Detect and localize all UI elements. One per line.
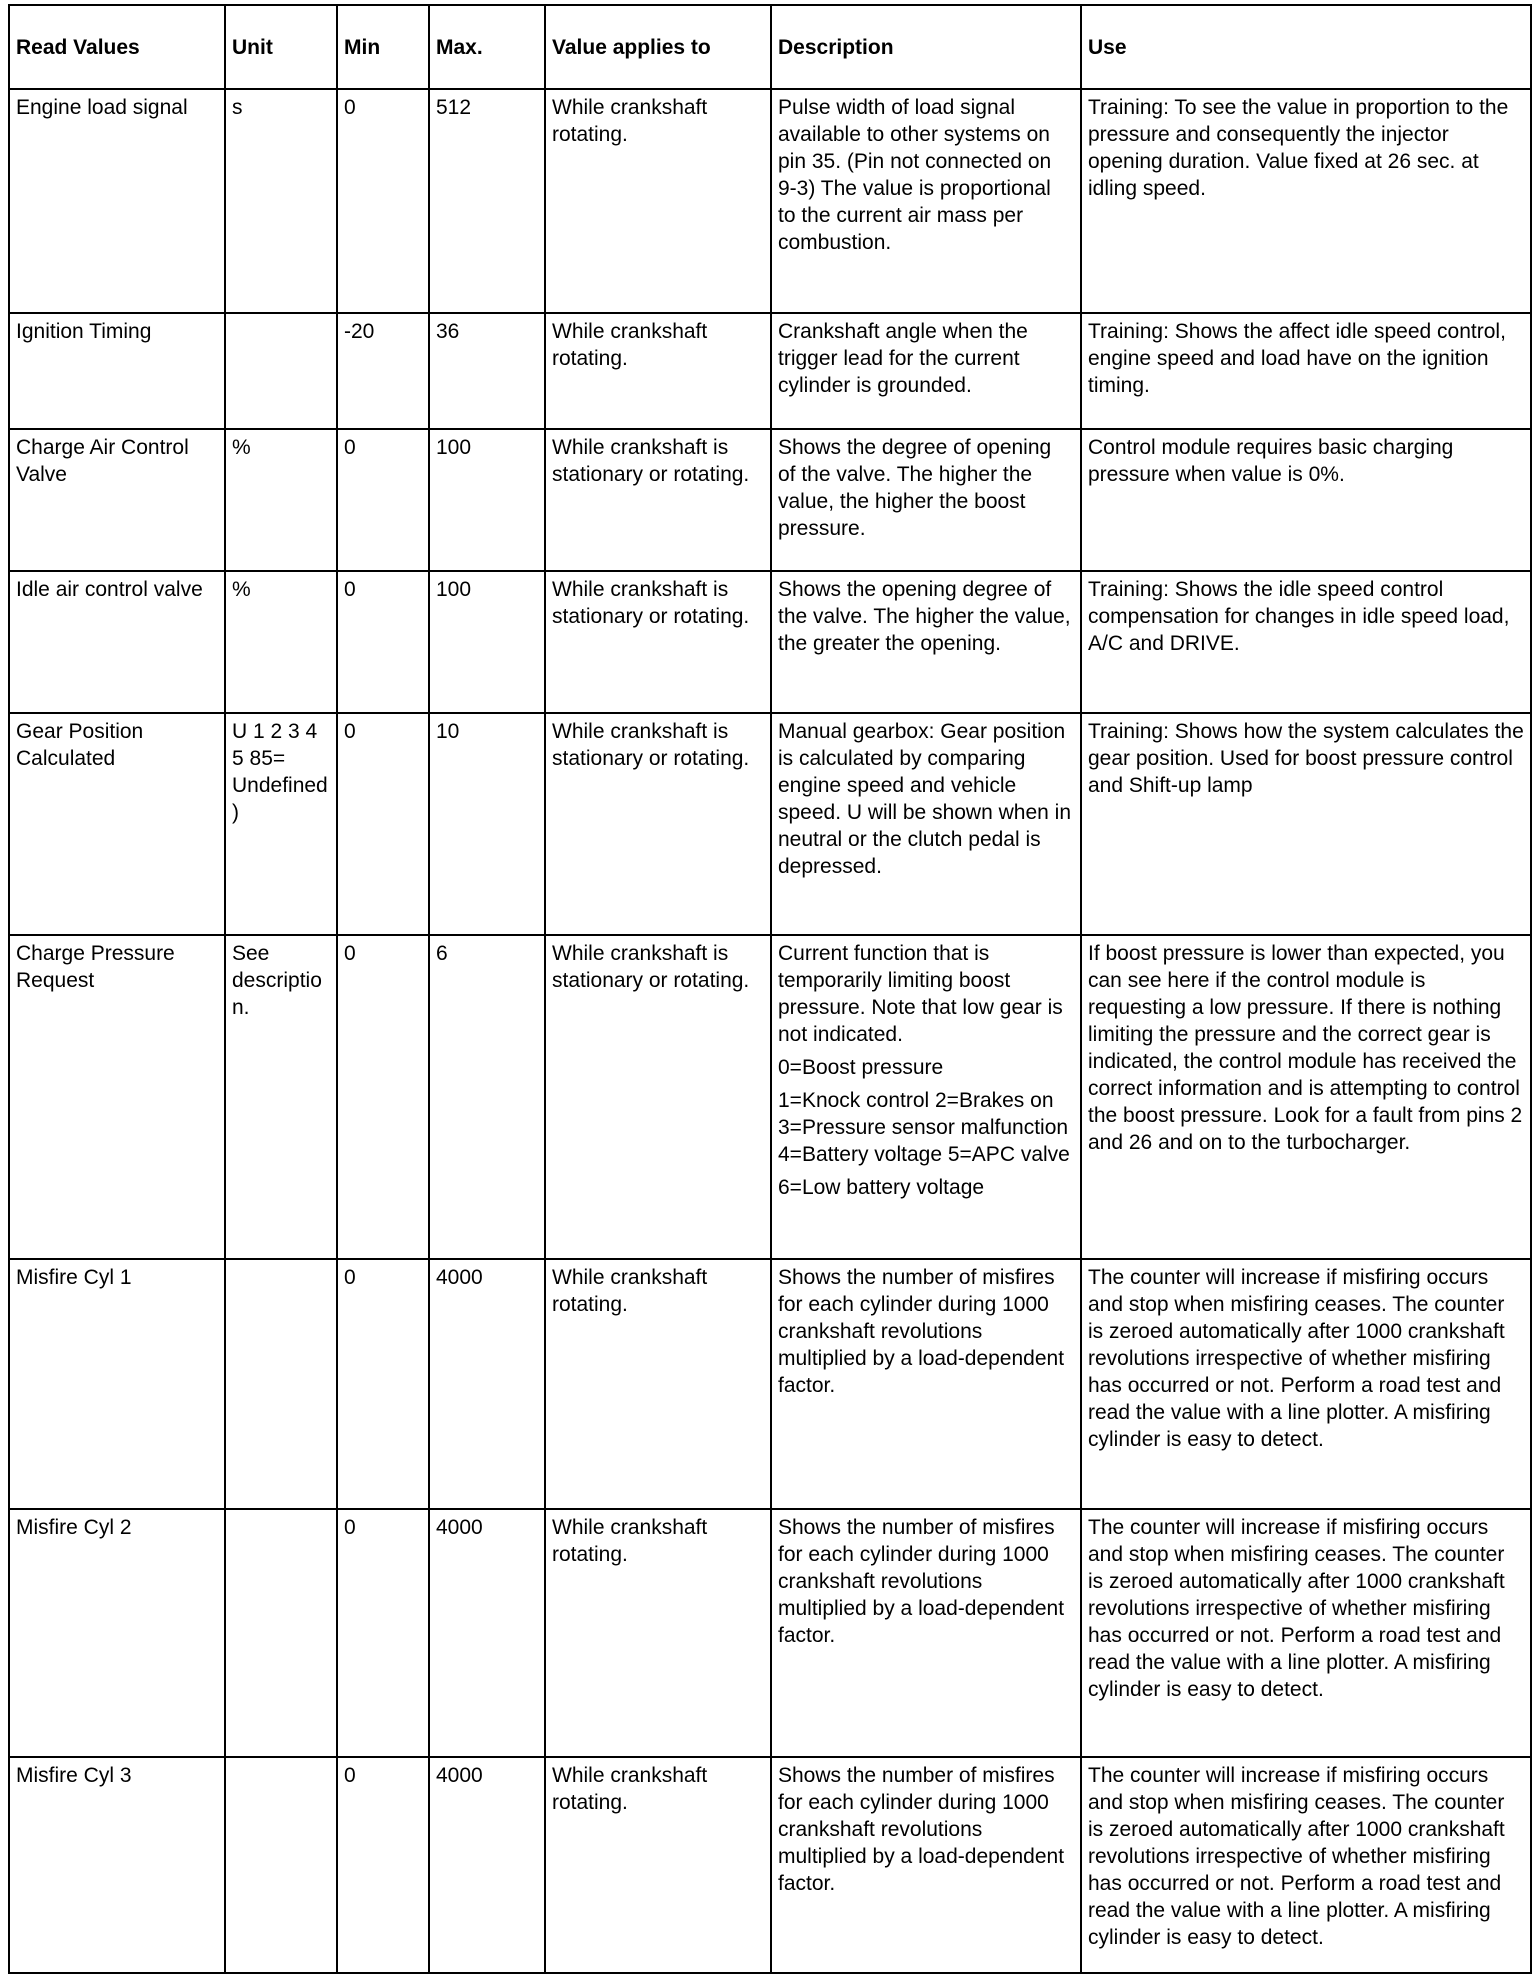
cell-max-text: 10 xyxy=(436,720,460,743)
cell-unit xyxy=(225,1259,337,1509)
header-use: Use xyxy=(1081,5,1531,89)
description-paragraph: Manual gearbox: Gear position is calculated by comparing engine speed and vehicle speed. U will be shown when in neutral or the clutch pedal is depressed. xyxy=(778,720,1071,878)
table-row xyxy=(9,713,1531,935)
cell-use-text: If boost pressure is lower than expected, you can see here if the control module is requesting a low pressure. If there is nothing limiting the pressure and the correct gear is indicated, the control module has received the correct information and is attempting to control the boost pressure. Look for a fault from pins 2 and 26 and on to the turbocharger. xyxy=(1088,942,1523,1154)
cell-read-value xyxy=(9,571,225,713)
cell-applies-to xyxy=(545,313,771,429)
cell-max-text: 4000 xyxy=(436,1516,483,1539)
cell-read-value-text: Idle air control valve xyxy=(16,578,203,601)
description-paragraph: Shows the opening degree of the valve. The higher the value, the greater the opening. xyxy=(778,578,1071,655)
read-values-table xyxy=(8,4,1532,1974)
cell-unit xyxy=(225,89,337,313)
cell-max xyxy=(429,571,545,713)
cell-min xyxy=(337,935,429,1259)
cell-use-text: The counter will increase if misfiring occurs and stop when misfiring ceases. The counter is zeroed automatically after 1000 crankshaft revolutions irrespective of whether misfiring has occurred or not. Perform a road test and read the value with a line plotter. A misfiring cylinder is easy to detect. xyxy=(1088,1266,1505,1451)
cell-description xyxy=(771,1757,1081,1973)
cell-read-value-text: Misfire Cyl 1 xyxy=(16,1266,132,1289)
cell-description xyxy=(771,1259,1081,1509)
table-row xyxy=(9,313,1531,429)
cell-min-text: 0 xyxy=(344,578,356,601)
cell-applies-to-text: While crankshaft is stationary or rotating. xyxy=(552,578,750,628)
cell-unit xyxy=(225,1509,337,1757)
cell-use-text: Training: Shows the idle speed control compensation for changes in idle speed load, A/C and DRIVE. xyxy=(1088,578,1510,655)
cell-unit-text: s xyxy=(232,96,243,119)
description-paragraph: 1=Knock control 2=Brakes on 3=Pressure sensor malfunction 4=Battery voltage 5=APC valve xyxy=(778,1089,1070,1166)
cell-applies-to xyxy=(545,713,771,935)
header-value-applies-to: Value applies to xyxy=(545,5,771,89)
cell-use xyxy=(1081,1259,1531,1509)
header-row xyxy=(9,5,1531,89)
description-paragraph: Crankshaft angle when the trigger lead for the current cylinder is grounded. xyxy=(778,320,1028,397)
description-paragraph: Shows the number of misfires for each cylinder during 1000 crankshaft revolutions multiplied by a load-dependent factor. xyxy=(778,1516,1065,1647)
cell-min xyxy=(337,313,429,429)
cell-max-text: 36 xyxy=(436,320,460,343)
table-row xyxy=(9,89,1531,313)
cell-max xyxy=(429,429,545,571)
cell-min xyxy=(337,89,429,313)
cell-description xyxy=(771,89,1081,313)
cell-read-value-text: Ignition Timing xyxy=(16,320,152,343)
description-paragraph: Shows the degree of opening of the valve. The higher the value, the higher the boost pressure. xyxy=(778,436,1052,540)
cell-applies-to-text: While crankshaft is stationary or rotating. xyxy=(552,720,750,770)
cell-max xyxy=(429,935,545,1259)
cell-read-value xyxy=(9,935,225,1259)
cell-min-text: 0 xyxy=(344,1516,356,1539)
cell-max xyxy=(429,713,545,935)
table-row xyxy=(9,1757,1531,1973)
cell-read-value xyxy=(9,429,225,571)
description-paragraph: Pulse width of load signal available to other systems on pin 35. (Pin not connected on 9-3) The value is proportional to the current air mass per combustion. xyxy=(778,96,1052,254)
cell-use xyxy=(1081,313,1531,429)
header-description: Description xyxy=(771,5,1081,89)
table-body xyxy=(9,89,1531,1973)
cell-max-text: 4000 xyxy=(436,1266,483,1289)
cell-use-text: Training: To see the value in proportion to the pressure and consequently the injector opening duration. Value fixed at 26 sec. at idling speed. xyxy=(1088,96,1509,200)
cell-max-text: 512 xyxy=(436,96,472,119)
cell-min xyxy=(337,571,429,713)
cell-use xyxy=(1081,713,1531,935)
cell-min-text: 0 xyxy=(344,96,356,119)
cell-unit-text: U 1 2 3 4 5 85= Undefined) xyxy=(232,720,328,824)
cell-min xyxy=(337,713,429,935)
cell-read-value-text: Charge Pressure Request xyxy=(16,942,175,992)
cell-description xyxy=(771,713,1081,935)
cell-read-value xyxy=(9,313,225,429)
description-paragraph: Shows the number of misfires for each cylinder during 1000 crankshaft revolutions multiplied by a load-dependent factor. xyxy=(778,1764,1065,1895)
cell-applies-to-text: While crankshaft rotating. xyxy=(552,1764,708,1814)
cell-unit xyxy=(225,935,337,1259)
cell-use xyxy=(1081,1757,1531,1973)
cell-use xyxy=(1081,89,1531,313)
cell-min-text: 0 xyxy=(344,1764,356,1787)
cell-min-text: 0 xyxy=(344,720,356,743)
cell-min xyxy=(337,1259,429,1509)
cell-unit xyxy=(225,713,337,935)
cell-description xyxy=(771,935,1081,1259)
cell-applies-to-text: While crankshaft rotating. xyxy=(552,1266,708,1316)
cell-applies-to-text: While crankshaft is stationary or rotating. xyxy=(552,942,750,992)
cell-applies-to-text: While crankshaft rotating. xyxy=(552,1516,708,1566)
cell-unit-text: % xyxy=(232,578,251,601)
cell-read-value-text: Misfire Cyl 3 xyxy=(16,1764,132,1787)
cell-max xyxy=(429,1259,545,1509)
cell-applies-to-text: While crankshaft rotating. xyxy=(552,320,708,370)
cell-max-text: 4000 xyxy=(436,1764,483,1787)
cell-unit-text: See description. xyxy=(232,942,322,1019)
cell-min-text: 0 xyxy=(344,1266,356,1289)
cell-min-text: 0 xyxy=(344,436,356,459)
cell-max-text: 6 xyxy=(436,942,448,965)
cell-read-value-text: Engine load signal xyxy=(16,96,188,119)
cell-read-value xyxy=(9,89,225,313)
cell-unit xyxy=(225,1757,337,1973)
cell-description xyxy=(771,429,1081,571)
cell-max xyxy=(429,89,545,313)
cell-use xyxy=(1081,429,1531,571)
description-paragraph: 6=Low battery voltage xyxy=(778,1176,985,1199)
cell-unit xyxy=(225,313,337,429)
cell-unit xyxy=(225,571,337,713)
cell-use xyxy=(1081,1509,1531,1757)
cell-applies-to xyxy=(545,429,771,571)
cell-read-value-text: Misfire Cyl 2 xyxy=(16,1516,132,1539)
description-paragraph: Current function that is temporarily limiting boost pressure. Note that low gear is not indicated. xyxy=(778,942,1063,1046)
cell-applies-to xyxy=(545,1757,771,1973)
table-row xyxy=(9,935,1531,1259)
description-paragraph: 0=Boost pressure xyxy=(778,1056,944,1079)
table-row xyxy=(9,429,1531,571)
cell-use-text: The counter will increase if misfiring occurs and stop when misfiring ceases. The counter is zeroed automatically after 1000 crankshaft revolutions irrespective of whether misfiring has occurred or not. Perform a road test and read the value with a line plotter. A misfiring cylinder is easy to detect. xyxy=(1088,1516,1505,1701)
cell-min xyxy=(337,429,429,571)
description-paragraph: Shows the number of misfires for each cylinder during 1000 crankshaft revolutions multiplied by a load-dependent factor. xyxy=(778,1266,1065,1397)
cell-read-value xyxy=(9,1509,225,1757)
header-max: Max. xyxy=(429,5,545,89)
cell-applies-to xyxy=(545,571,771,713)
cell-use xyxy=(1081,935,1531,1259)
table-row xyxy=(9,571,1531,713)
cell-use-text: Control module requires basic charging pressure when value is 0%. xyxy=(1088,436,1454,486)
cell-description xyxy=(771,571,1081,713)
cell-applies-to xyxy=(545,935,771,1259)
cell-use-text: Training: Shows the affect idle speed control, engine speed and load have on the ignition timing. xyxy=(1088,320,1506,397)
cell-description xyxy=(771,313,1081,429)
cell-min xyxy=(337,1757,429,1973)
cell-min-text: 0 xyxy=(344,942,356,965)
cell-use-text: Training: Shows how the system calculates the gear position. Used for boost pressure control and Shift-up lamp xyxy=(1088,720,1524,797)
header-unit: Unit xyxy=(225,5,337,89)
cell-max xyxy=(429,1757,545,1973)
cell-max xyxy=(429,313,545,429)
cell-applies-to xyxy=(545,89,771,313)
cell-max-text: 100 xyxy=(436,436,472,459)
table-row xyxy=(9,1259,1531,1509)
cell-applies-to-text: While crankshaft rotating. xyxy=(552,96,708,146)
cell-read-value xyxy=(9,1757,225,1973)
table-row xyxy=(9,1509,1531,1757)
cell-max xyxy=(429,1509,545,1757)
cell-unit xyxy=(225,429,337,571)
cell-unit-text: % xyxy=(232,436,251,459)
cell-applies-to xyxy=(545,1509,771,1757)
cell-applies-to-text: While crankshaft is stationary or rotating. xyxy=(552,436,750,486)
cell-use xyxy=(1081,571,1531,713)
cell-description xyxy=(771,1509,1081,1757)
cell-read-value xyxy=(9,1259,225,1509)
cell-min xyxy=(337,1509,429,1757)
header-read-values: Read Values xyxy=(9,5,225,89)
cell-max-text: 100 xyxy=(436,578,472,601)
cell-read-value xyxy=(9,713,225,935)
cell-use-text: The counter will increase if misfiring occurs and stop when misfiring ceases. The counter is zeroed automatically after 1000 crankshaft revolutions irrespective of whether misfiring has occurred or not. Perform a road test and read the value with a line plotter. A misfiring cylinder is easy to detect. xyxy=(1088,1764,1505,1949)
cell-read-value-text: Charge Air Control Valve xyxy=(16,436,189,486)
cell-applies-to xyxy=(545,1259,771,1509)
cell-min-text: -20 xyxy=(344,320,375,343)
cell-read-value-text: Gear Position Calculated xyxy=(16,720,144,770)
header-min: Min xyxy=(337,5,429,89)
